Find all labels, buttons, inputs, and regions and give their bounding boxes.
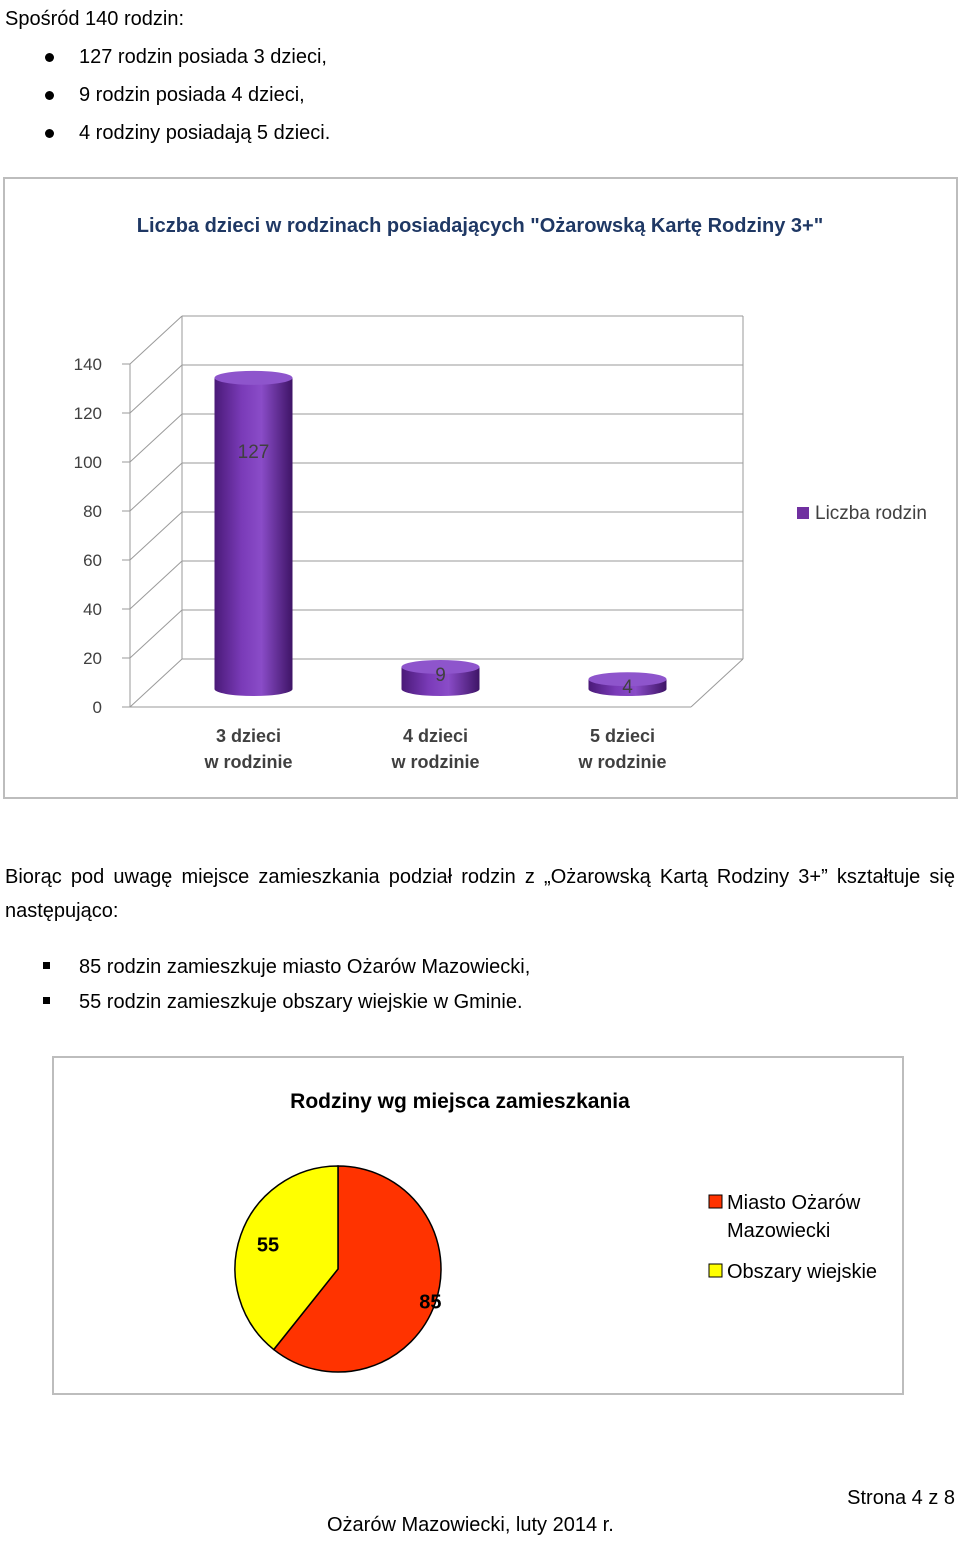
pie-chart-svg (54, 1058, 902, 1393)
y-tick-label: 60 (83, 551, 102, 570)
paragraph: Biorąc pod uwagę miejsce zamieszkania podział rodzin z „Ożarowską Kartą Rodziny 3+” kształtuje się następująco: (5, 866, 955, 922)
bar-3 (577, 672, 666, 772)
square-bullet-icon (43, 962, 50, 969)
gridline-side (130, 365, 182, 413)
gridline-side (130, 414, 182, 462)
bar-body (215, 378, 293, 696)
bar-top (215, 371, 293, 385)
x-tick-label: w rodzinie (578, 752, 667, 772)
square-bullet-icon (43, 997, 50, 1004)
x-tick-label: 3 dzieci (215, 726, 282, 746)
page-number: Strona 4 z 8 (847, 1487, 955, 1509)
y-tick-label: 120 (73, 404, 102, 423)
y-tick-label: 140 (73, 355, 102, 374)
x-tick-label: w rodzinie (391, 752, 480, 772)
bar-value-label: 9 (435, 664, 446, 686)
legend-label: Mazowiecki (727, 1220, 831, 1242)
legend-label: Obszary wiejskie (727, 1261, 878, 1283)
bullet-icon (45, 129, 54, 138)
x-tick-label: 5 dzieci (589, 726, 656, 746)
gridline-side (130, 512, 182, 560)
pie-value-label: 85 (419, 1291, 442, 1314)
y-tick-label: 20 (83, 649, 102, 668)
list-item: 55 rodzin zamieszkuje obszary wiejskie w Gminie. (5, 985, 530, 1020)
bar-value-label: 127 (237, 441, 270, 463)
residence-list (5, 950, 530, 1020)
legend-swatch (709, 1195, 722, 1208)
bar-chart-children (3, 177, 958, 799)
legend-label: Liczba rodzin (815, 503, 927, 524)
bullet-icon (45, 53, 54, 62)
floor-right-edge (691, 659, 743, 707)
gridline-side (130, 316, 182, 364)
list-item: 4 rodziny posiadają 5 dzieci. (5, 114, 330, 152)
list-item: 127 rodzin posiada 3 dzieci, (5, 38, 330, 76)
gridline-side (130, 610, 182, 658)
pie-value-label: 55 (256, 1234, 280, 1257)
legend-swatch (709, 1264, 722, 1277)
intro-list (5, 38, 330, 152)
x-tick-label: w rodzinie (204, 752, 293, 772)
pie-chart-residence (52, 1056, 904, 1395)
bullet-icon (45, 91, 54, 100)
chart-title: Rodziny wg miejsca zamieszkania (290, 1090, 630, 1113)
gridline-side (130, 463, 182, 511)
chart-legend (797, 503, 927, 524)
y-tick-label: 100 (73, 453, 102, 472)
list-item: 85 rodzin zamieszkuje miasto Ożarów Mazowiecki, (5, 950, 530, 985)
gridline-side (130, 561, 182, 609)
y-tick-label: 0 (92, 698, 102, 717)
gridline-side (130, 659, 182, 707)
bar-value-label: 4 (622, 677, 633, 699)
bar-2 (390, 660, 479, 772)
bar-1 (203, 371, 292, 772)
legend-swatch (797, 507, 809, 519)
chart-title: Liczba dzieci w rodzinach posiadających "Ożarowską Kartę Rodziny 3+" (136, 215, 824, 237)
intro-heading: Spośród 140 rodzin: (5, 8, 185, 30)
footer-location-date: Ożarów Mazowiecki, luty 2014 r. (327, 1514, 614, 1536)
chart-legend (709, 1192, 877, 1283)
bar-chart-svg (5, 179, 956, 797)
intro-section (5, 0, 330, 152)
y-tick-label: 40 (83, 600, 102, 619)
list-item: 9 rodzin posiada 4 dzieci, (5, 76, 330, 114)
legend-label: Miasto Ożarów (727, 1192, 861, 1214)
x-tick-label: 4 dzieci (402, 726, 469, 746)
y-tick-label: 80 (83, 502, 102, 521)
